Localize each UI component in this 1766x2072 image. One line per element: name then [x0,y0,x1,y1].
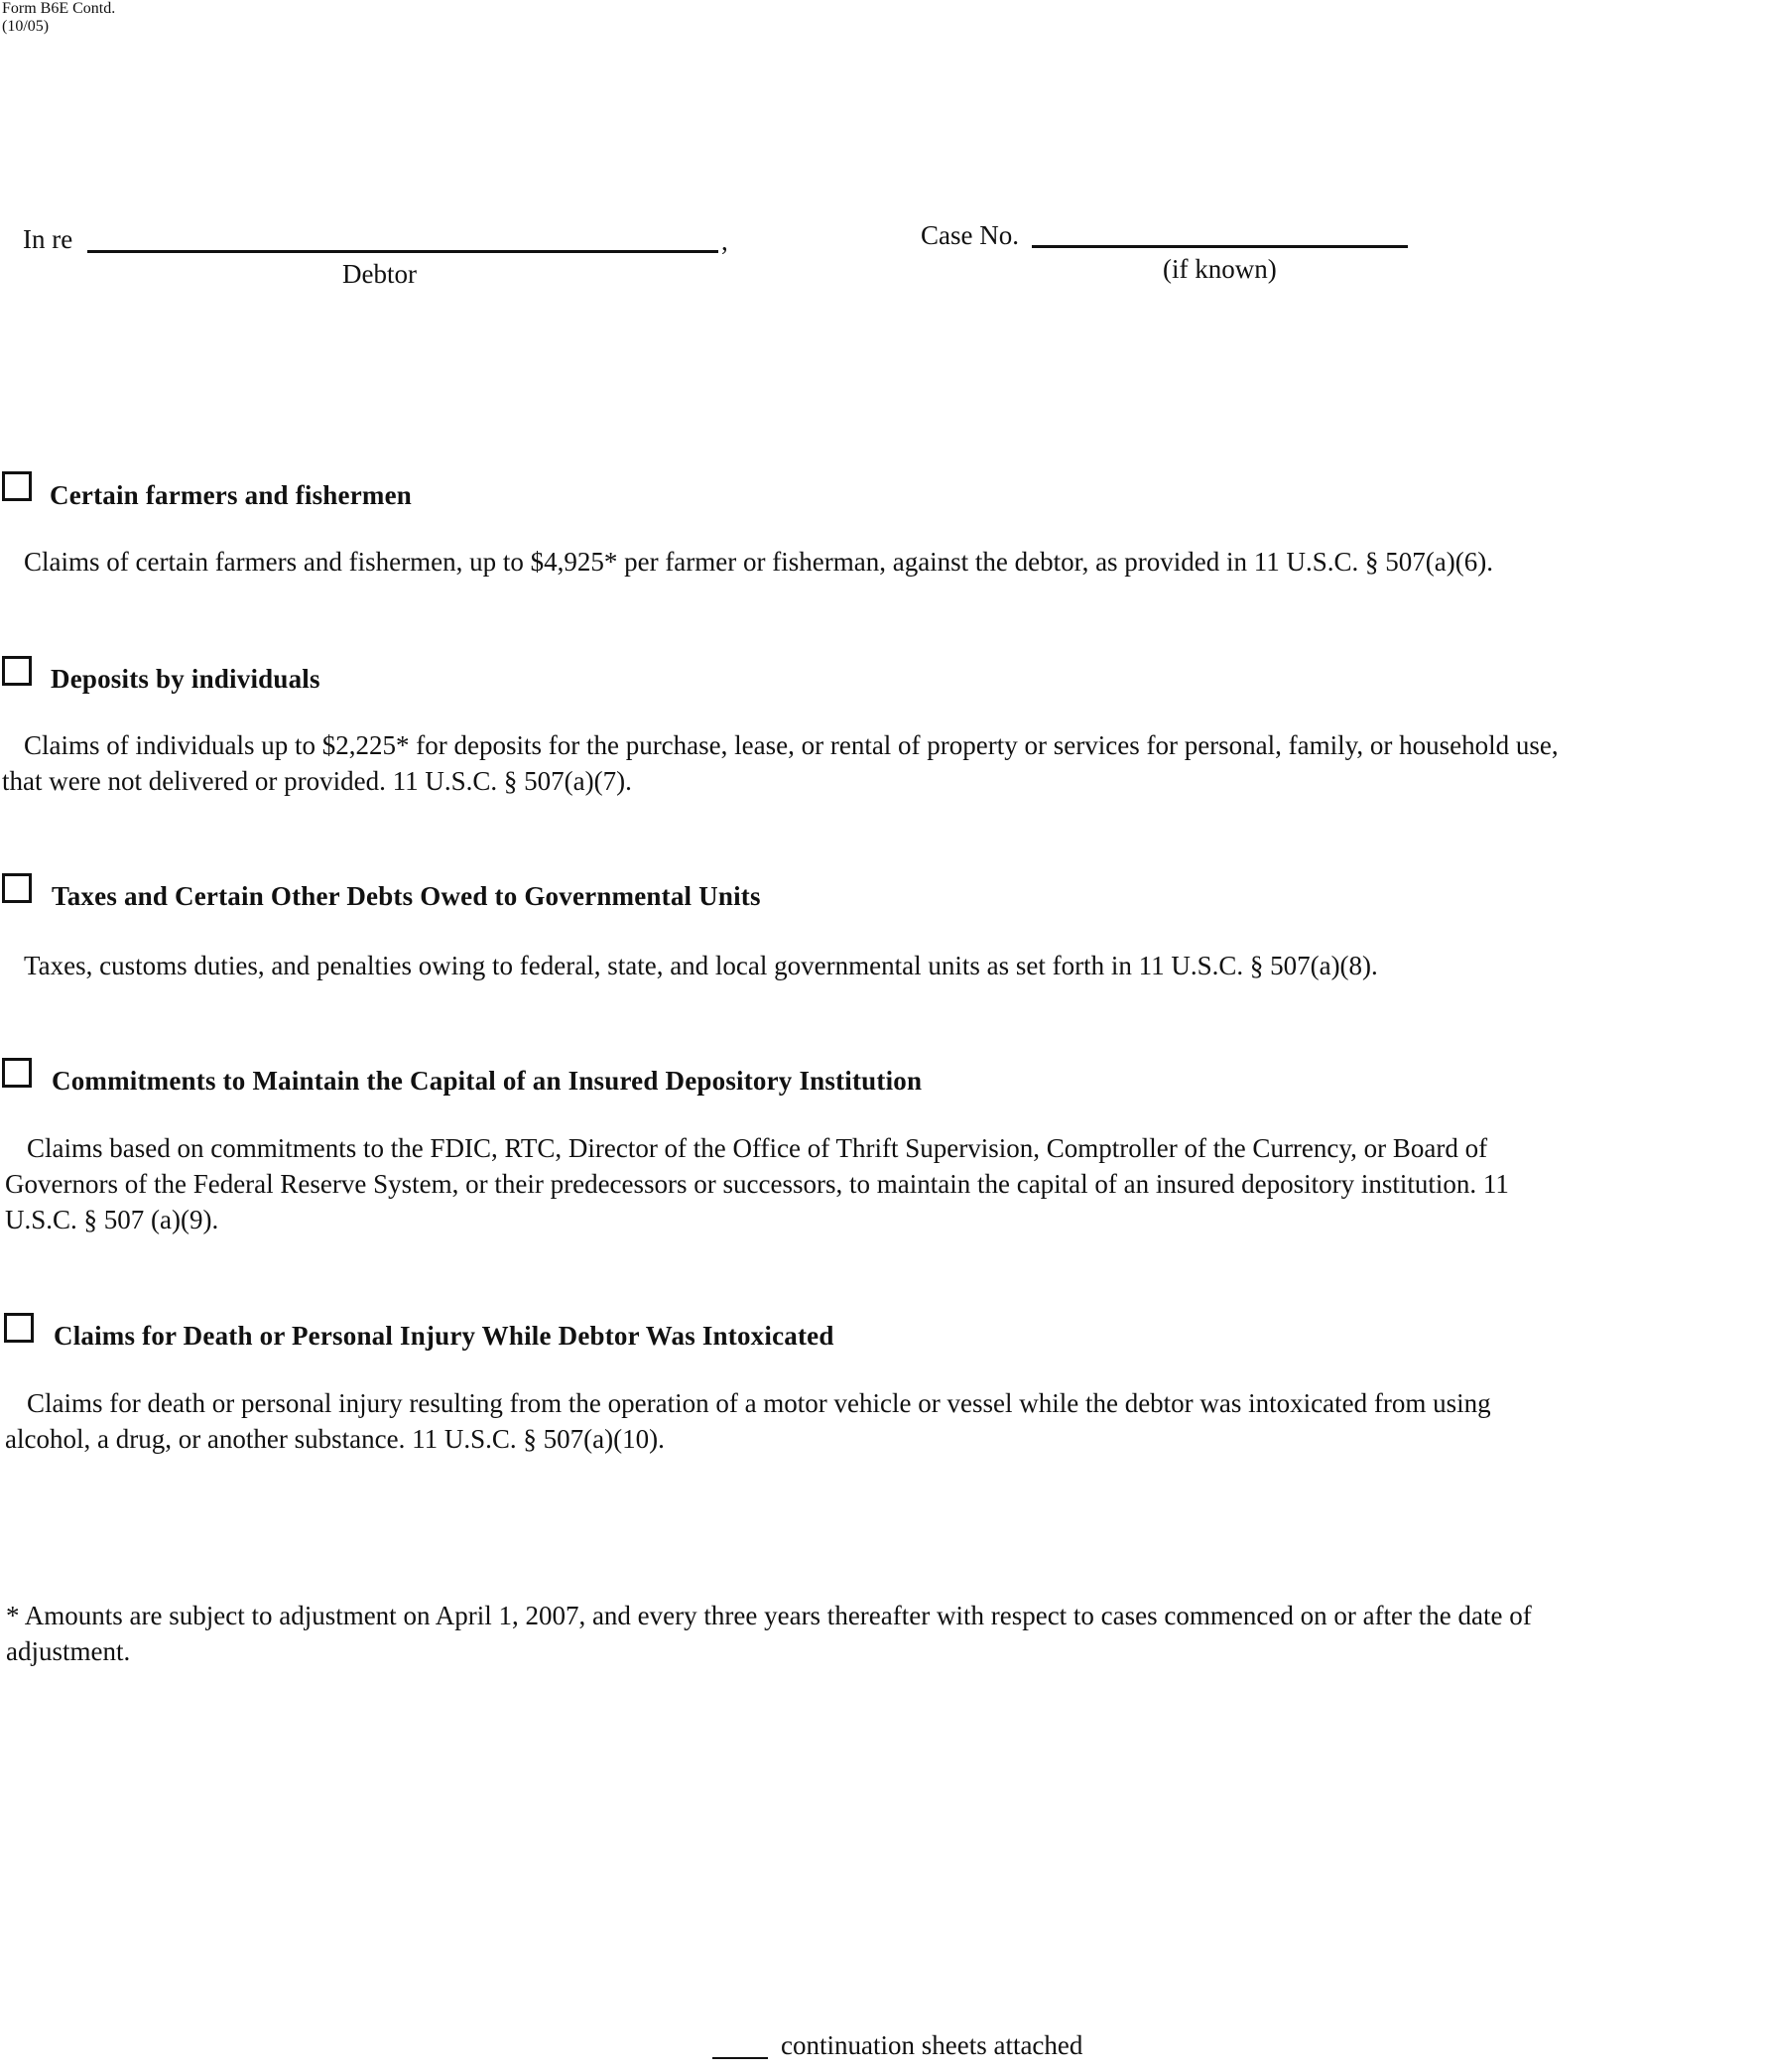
section-body [5,544,1761,580]
section-body [5,948,1761,983]
case-no-label: Case No. [921,220,1019,250]
if-known-label: (if known) [1163,254,1277,284]
section-heading: Deposits by individuals [51,664,320,694]
debtor-name-underline [87,250,718,253]
footnote-line: adjustment. [6,1636,131,1666]
body-line: Claims of individuals up to $2,225* for deposits for the purchase, lease, or rental of property or services for personal, family, or household use, [24,730,1559,760]
section-heading: Commitments to Maintain the Capital of an Insured Depository Institution [52,1066,923,1096]
body-line: Claims based on commitments to the FDIC, RTC, Director of the Office of Thrift Supervision, Comptroller of the Currency, or Board of [27,1133,1488,1163]
checkbox-capital-commitments[interactable] [2,1058,32,1088]
body-line: Claims for death or personal injury resulting from the operation of a motor vehicle or vessel while the debtor was intoxicated from using [27,1388,1491,1418]
form-name: Form B6E Contd. [2,0,116,17]
continuation-count-field[interactable] [712,2024,768,2054]
caption-comma: , [721,226,728,256]
body-line: Claims of certain farmers and fishermen, up to $4,925* per farmer or fisherman, against the debtor, as provided in 11 U.S.C. § 507(a)(6). [24,547,1494,577]
footnote-line: * Amounts are subject to adjustment on April 1, 2007, and every three years thereafter with respect to cases commenced on or after the date of [6,1601,1532,1630]
section-heading: Claims for Death or Personal Injury While Debtor Was Intoxicated [54,1321,834,1351]
section-heading: Taxes and Certain Other Debts Owed to Governmental Units [52,881,761,911]
body-line: U.S.C. § 507 (a)(9). [5,1205,219,1234]
case-no-field[interactable] [1032,216,1407,246]
body-line: Governors of the Federal Reserve System, or their predecessors or successors, to maintain the capital of an insured depository institution. 11 [5,1169,1509,1199]
section-body [5,1130,1761,1237]
body-line: Taxes, customs duties, and penalties owing to federal, state, and local governmental units as set forth in 11 U.S.C. § 507(a)(8). [24,951,1378,980]
debtor-label: Debtor [342,259,417,289]
checkbox-taxes-governmental[interactable] [2,873,32,903]
continuation-label: continuation sheets attached [781,2030,1083,2060]
checkbox-deposits-individuals[interactable] [2,656,32,686]
checkbox-farmers-fishermen[interactable] [2,471,32,501]
body-line: that were not delivered or provided. 11 U.S.C. § 507(a)(7). [2,766,632,796]
form-date: (10/05) [2,18,50,35]
in-re-label: In re [23,224,73,254]
section-heading: Certain farmers and fishermen [50,480,412,510]
debtor-name-field[interactable] [91,220,716,250]
case-no-underline [1032,245,1408,248]
body-line: alcohol, a drug, or another substance. 11 U.S.C. § 507(a)(10). [5,1424,665,1454]
footnote [6,1598,1762,1669]
continuation-count-underline [712,2057,768,2059]
section-body [5,1385,1761,1457]
checkbox-death-injury-intoxicated[interactable] [4,1313,34,1343]
section-body [2,727,1761,799]
